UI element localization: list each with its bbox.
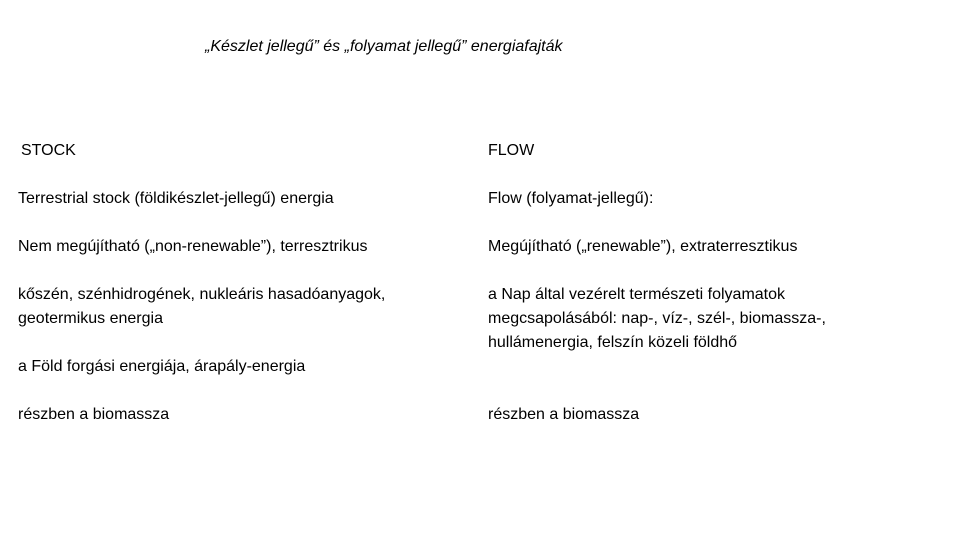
stock-row-terrestrial: Terrestrial stock (földikészlet-jellegű) energia: [18, 190, 334, 207]
stock-header: STOCK: [21, 142, 76, 159]
flow-row-biomass: részben a biomassza: [488, 406, 640, 423]
flow-row-solar-line3: hullámenergia, felszín közeli földhő: [488, 334, 738, 351]
stock-row-biomass: részben a biomassza: [18, 406, 170, 423]
stock-row-fuels-line1: kőszén, szénhidrogének, nukleáris hasadóanyagok,: [18, 286, 386, 303]
flow-row-renewable: Megújítható („renewable”), extraterresztikus: [488, 238, 798, 255]
slide-title: „Készlet jellegű” és „folyamat jellegű” energiafajták: [205, 38, 563, 55]
flow-row-solar-line1: a Nap által vezérelt természeti folyamatok: [488, 286, 786, 303]
stock-row-fuels-line2: geotermikus energia: [18, 310, 163, 327]
flow-row-solar-processes: [488, 283, 928, 355]
flow-header: FLOW: [488, 142, 535, 159]
stock-row-fuels: [18, 283, 458, 331]
flow-row-flow: Flow (folyamat-jellegű):: [488, 190, 654, 207]
stock-row-rotation-tidal: a Föld forgási energiája, árapály-energia: [18, 358, 306, 375]
stock-row-nonrenewable: Nem megújítható („non-renewable”), terresztrikus: [18, 238, 368, 255]
flow-row-solar-line2: megcsapolásából: nap-, víz-, szél-, biomassza-,: [488, 310, 826, 327]
